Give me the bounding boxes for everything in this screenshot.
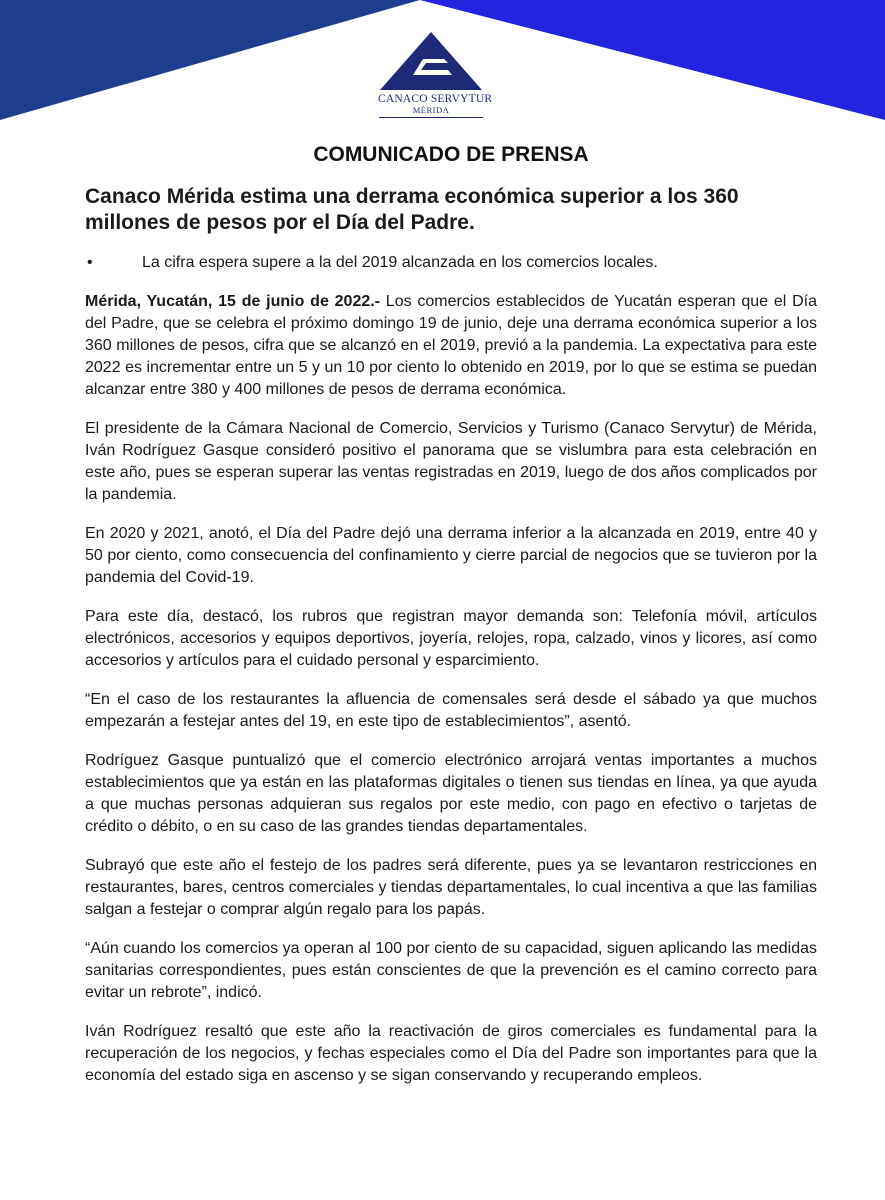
bullet-mark: • xyxy=(87,254,93,271)
logo-city: MÉRIDA xyxy=(412,105,450,115)
document-label: COMUNICADO DE PRENSA xyxy=(313,143,589,166)
press-release-body xyxy=(85,140,817,1087)
paragraph-4: Para este día, destacó, los rubros que registran mayor demanda son: Telefonía móvil, artículos electrónicos, accesorios y equipos deportivos, joyería, relojes, ropa, calzado, vinos y licores, así como accesorios y artículos para el cuidado personal y esparcimiento. xyxy=(85,608,817,669)
dateline: Mérida, Yucatán, 15 de junio de 2022.- xyxy=(85,293,381,310)
triangle-logo-icon xyxy=(378,30,484,92)
banner-left-shape xyxy=(0,0,420,120)
paragraph-2: El presidente de la Cámara Nacional de Comercio, Servicios y Turismo (Canaco Servytur) de Mérida, Iván Rodríguez Gasque consideró positivo el panorama que se vislumbra para esta celebración en este año, pues se esperan superar las ventas registradas en 2019, luego de dos años complicados por la pandemia. xyxy=(85,420,817,503)
paragraph-6: Rodríguez Gasque puntualizó que el comercio electrónico arrojará ventas importantes a muchos establecimientos que ya están en las plataformas digitales o tienen sus tiendas en línea, ya que ayuda a que muchas personas adquieran sus regalos por este medio, con pago en efectivo o tarjetas de crédito o débito, o en su caso de las grandes tiendas departamentales. xyxy=(85,752,817,835)
paragraph-1-text: Los comercios establecidos de Yucatán esperan que el Día del Padre, que se celebra el próximo domingo 19 de junio, deje una derrama económica superior a los 360 millones de pesos, cifra que se alcanzó en el 2019, previó a la pandemia. La expectativa para este 2022 es incrementar entre un 5 y un 10 por ciento lo obtenido en 2019, por lo que se estima se puedan alcanzar entre 380 y 400 millones de pesos de derrama económica. xyxy=(85,293,818,398)
logo-rule xyxy=(379,117,483,118)
bullet-text: La cifra espera supere a la del 2019 alcanzada en los comercios locales. xyxy=(142,254,658,271)
logo-name: CANACO SERVYTUR xyxy=(378,93,493,105)
canaco-logo xyxy=(378,30,493,130)
headline: Canaco Mérida estima una derrama económica superior a los 360 millones de pesos por el Día del Padre. xyxy=(85,185,739,234)
paragraph-8: “Aún cuando los comercios ya operan al 100 por ciento de su capacidad, siguen aplicando las medidas sanitarias correspondientes, pues están conscientes de que la prevención es el camino correcto para evitar un rebrote”, indicó. xyxy=(85,940,817,1001)
paragraph-3: En 2020 y 2021, anotó, el Día del Padre dejó una derrama inferior a la alcanzada en 2019, entre 40 y 50 por ciento, como consecuencia del confinamiento y cierre parcial de negocios que se tuvieron por la pandemia del Covid-19. xyxy=(85,525,817,586)
paragraph-7: Subrayó que este año el festejo de los padres será diferente, pues ya se levantaron restricciones en restaurantes, bares, centros comerciales y tiendas departamentales, lo cual incentiva a que las familias salgan a festejar o comprar algún regalo para los papás. xyxy=(85,857,817,918)
paragraph-9: Iván Rodríguez resaltó que este año la reactivación de giros comerciales es fundamental para la recuperación de los negocios, y fechas especiales como el Día del Padre son importantes para que la economía del estado siga en ascenso y se sigan conservando y recuperando empleos. xyxy=(85,1023,817,1084)
summary-bullet xyxy=(85,252,817,274)
paragraph-5: “En el caso de los restaurantes la afluencia de comensales será desde el sábado ya que muchos empezarán a festejar antes del 19, en este tipo de establecimientos”, asentó. xyxy=(85,691,817,730)
paragraph-1 xyxy=(85,291,817,401)
